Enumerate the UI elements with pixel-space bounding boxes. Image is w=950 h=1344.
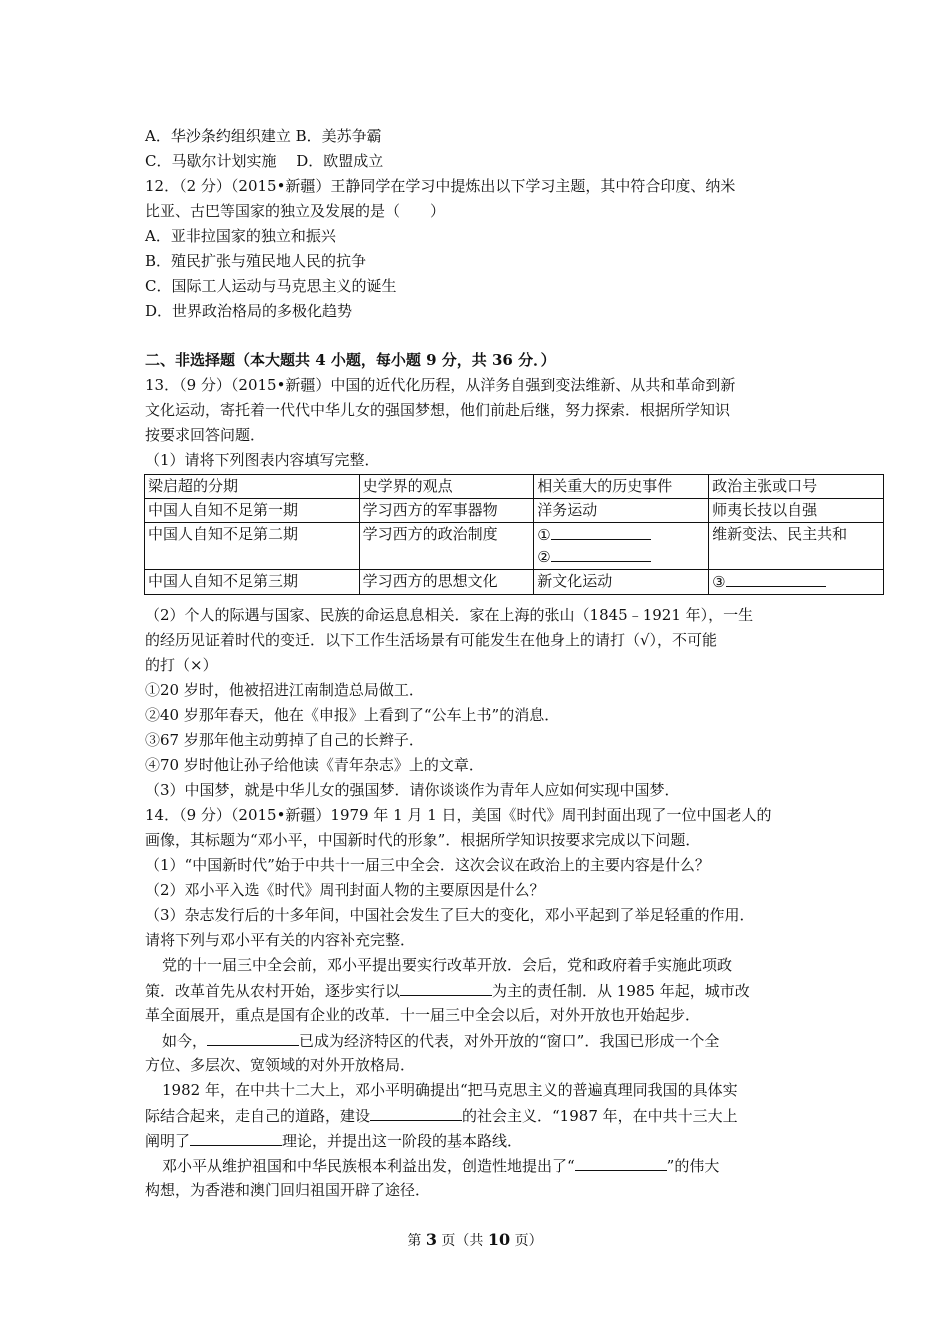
blank-3-label: ③ bbox=[712, 573, 726, 591]
footer-page-number: 3 bbox=[425, 1230, 437, 1249]
q14-part-3-line-1: （3）杂志发行后的十多年间，中国社会发生了巨大的变化，邓小平起到了举足轻重的作用． bbox=[145, 906, 755, 924]
q12-stem-line-1: 12．（2 分）（2015•新疆）王静同学在学习中提炼出以下学习主题，其中符合印度、纳米 bbox=[145, 177, 736, 195]
fill-blank bbox=[190, 1130, 282, 1146]
table-header-cell: 相关重大的历史事件 bbox=[534, 475, 709, 499]
text-segment: 策．改革首先从农村开始，逐步实行以 bbox=[145, 982, 401, 1000]
q13-stem-line-1: 13．（9 分）（2015•新疆）中国的近代化历程，从洋务自强到变法维新、从共和革命到新 bbox=[145, 376, 736, 394]
table-cell: 学习西方的思想文化 bbox=[359, 570, 534, 595]
q11-options-line-1: A．华沙条约组织建立 B．美苏争霸 bbox=[145, 127, 382, 145]
table-cell: 学习西方的政治制度 bbox=[359, 523, 534, 570]
table-cell: 中国人自知不足第一期 bbox=[145, 499, 360, 523]
text-segment: 理论，并提出这一阶段的基本路线． bbox=[282, 1132, 523, 1150]
q13-item-2: ②40 岁那年春天，他在《申报》上看到了“公车上书”的消息． bbox=[145, 706, 560, 724]
q13-stem-line-3: 按要求回答问题． bbox=[145, 426, 266, 444]
table-cell: 维新变法、民主共和 bbox=[709, 523, 884, 570]
q13-history-table bbox=[144, 474, 884, 595]
q14-paragraph-2-line-1 bbox=[162, 1030, 719, 1051]
footer-suffix: 页） bbox=[510, 1233, 543, 1249]
text-segment: 邓小平从维护祖国和中华民族根本利益出发，创造性地提出了“ bbox=[162, 1157, 575, 1175]
q12-option-c: C．国际工人运动与马克思主义的诞生 bbox=[145, 277, 397, 295]
text-segment: 已成为经济特区的代表，对外开放的“窗口”．我国已形成一个全 bbox=[299, 1032, 720, 1050]
table-cell-blanks bbox=[534, 523, 709, 570]
section-2-title: 二、非选择题（本大题共 4 小题，每小题 9 分，共 36 分．） bbox=[145, 351, 556, 369]
footer-middle: 页（共 bbox=[436, 1233, 488, 1249]
q12-option-b: B．殖民扩张与殖民地人民的抗争 bbox=[145, 252, 367, 270]
table-cell: 中国人自知不足第三期 bbox=[145, 570, 360, 595]
table-cell-blank-3 bbox=[709, 570, 884, 595]
text-segment: 的社会主义．“1987 年，在中共十三大上 bbox=[462, 1107, 738, 1125]
q12-stem-line-2: 比亚、古巴等国家的独立及发展的是（ ） bbox=[145, 202, 446, 220]
page-footer bbox=[0, 1230, 950, 1250]
table-header-row bbox=[145, 475, 884, 499]
q14-paragraph-3-line-1: 1982 年，在中共十二大上，邓小平明确提出“把马克思主义的普遍真理同我国的具体实 bbox=[162, 1081, 738, 1099]
q14-paragraph-1-line-1: 党的十一届三中全会前，邓小平提出要实行改革开放．会后，党和政府着手实施此项政 bbox=[162, 956, 733, 974]
fill-blank bbox=[551, 546, 651, 562]
table-row bbox=[145, 499, 884, 523]
fill-blank bbox=[400, 980, 492, 996]
q14-part-2: （2）邓小平入选《时代》周刊封面人物的主要原因是什么？ bbox=[145, 881, 545, 899]
blank-1-label: ① bbox=[537, 526, 551, 544]
footer-total-pages: 10 bbox=[487, 1230, 511, 1249]
blank-1-line bbox=[537, 524, 705, 546]
blank-2-label: ② bbox=[537, 548, 551, 566]
table-row bbox=[145, 570, 884, 595]
text-segment: 际结合起来，走自己的道路，建设 bbox=[145, 1107, 371, 1125]
text-segment: ”的伟大 bbox=[666, 1157, 720, 1175]
q13-part-1: （1）请将下列图表内容填写完整． bbox=[145, 451, 380, 469]
table-row bbox=[145, 523, 884, 570]
q13-part-2-line-3: 的打（×） bbox=[145, 656, 218, 674]
text-segment: 为主的责任制．从 1985 年起，城市改 bbox=[492, 982, 750, 1000]
table-cell: 洋务运动 bbox=[534, 499, 709, 523]
fill-blank bbox=[726, 571, 826, 587]
q12-option-d: D．世界政治格局的多极化趋势 bbox=[145, 302, 353, 320]
fill-blank bbox=[207, 1030, 299, 1046]
table-cell: 新文化运动 bbox=[534, 570, 709, 595]
q13-item-1: ①20 岁时，他被招进江南制造总局做工． bbox=[145, 681, 424, 699]
fill-blank bbox=[551, 524, 651, 540]
q14-paragraph-2-line-2: 方位、多层次、宽领域的对外开放格局． bbox=[145, 1056, 416, 1074]
q14-stem-line-2: 画像，其标题为“邓小平，中国新时代的形象”．根据所学知识按要求完成以下问题． bbox=[145, 831, 701, 849]
table-cell: 中国人自知不足第二期 bbox=[145, 523, 360, 570]
q13-part-3: （3）中国梦，就是中华儿女的强国梦．请你谈谈作为青年人应如何实现中国梦． bbox=[145, 781, 680, 799]
q13-item-4: ④70 岁时他让孙子给他读《青年杂志》上的文章． bbox=[145, 756, 484, 774]
fill-blank bbox=[370, 1105, 462, 1121]
table-header-cell: 史学界的观点 bbox=[359, 475, 534, 499]
text-segment: 阐明了 bbox=[145, 1132, 191, 1150]
text-segment: 如今， bbox=[162, 1032, 208, 1050]
q14-paragraph-1-line-3: 革全面展开，重点是国有企业的改革．十一届三中全会以后，对外开放也开始起步． bbox=[145, 1006, 701, 1024]
q13-part-2-line-1: （2）个人的际遇与国家、民族的命运息息相关．家在上海的张山（1845﹣1921 年），一生 bbox=[145, 606, 754, 624]
blank-2-line bbox=[537, 546, 705, 568]
table-cell: 师夷长技以自强 bbox=[709, 499, 884, 523]
q14-part-1: （1）“中国新时代”始于中共十一届三中全会．这次会议在政治上的主要内容是什么？ bbox=[145, 856, 710, 874]
table-header-cell: 政治主张或口号 bbox=[709, 475, 884, 499]
q14-paragraph-4-line-1 bbox=[162, 1155, 719, 1176]
q13-stem-line-2: 文化运动，寄托着一代代中华儿女的强国梦想，他们前赴后继，努力探索．根据所学知识 bbox=[145, 401, 731, 419]
q13-item-3: ③67 岁那年他主动剪掉了自己的长辫子． bbox=[145, 731, 424, 749]
footer-prefix: 第 bbox=[407, 1233, 426, 1249]
table-header-cell: 梁启超的分期 bbox=[145, 475, 360, 499]
q14-paragraph-3-line-3 bbox=[145, 1130, 522, 1151]
q12-option-a: A．亚非拉国家的独立和振兴 bbox=[145, 227, 336, 245]
q13-part-2-line-2: 的经历见证着时代的变迁．以下工作生活场景有可能发生在他身上的请打（√），不可能 bbox=[145, 631, 718, 649]
fill-blank bbox=[575, 1155, 667, 1171]
table-cell: 学习西方的军事器物 bbox=[359, 499, 534, 523]
q14-paragraph-4-line-2: 构想，为香港和澳门回归祖国开辟了途径． bbox=[145, 1181, 431, 1199]
q14-part-3-line-2: 请将下列与邓小平有关的内容补充完整． bbox=[145, 931, 416, 949]
q14-stem-line-1: 14．（9 分）（2015•新疆）1979 年 1 月 1 日，美国《时代》周刊封面出现了一位中国老人的 bbox=[145, 806, 772, 824]
q14-paragraph-3-line-2 bbox=[145, 1105, 738, 1126]
q14-paragraph-1-line-2 bbox=[145, 980, 750, 1001]
q11-options-line-2: C．马歇尔计划实施 D．欧盟成立 bbox=[145, 152, 384, 170]
